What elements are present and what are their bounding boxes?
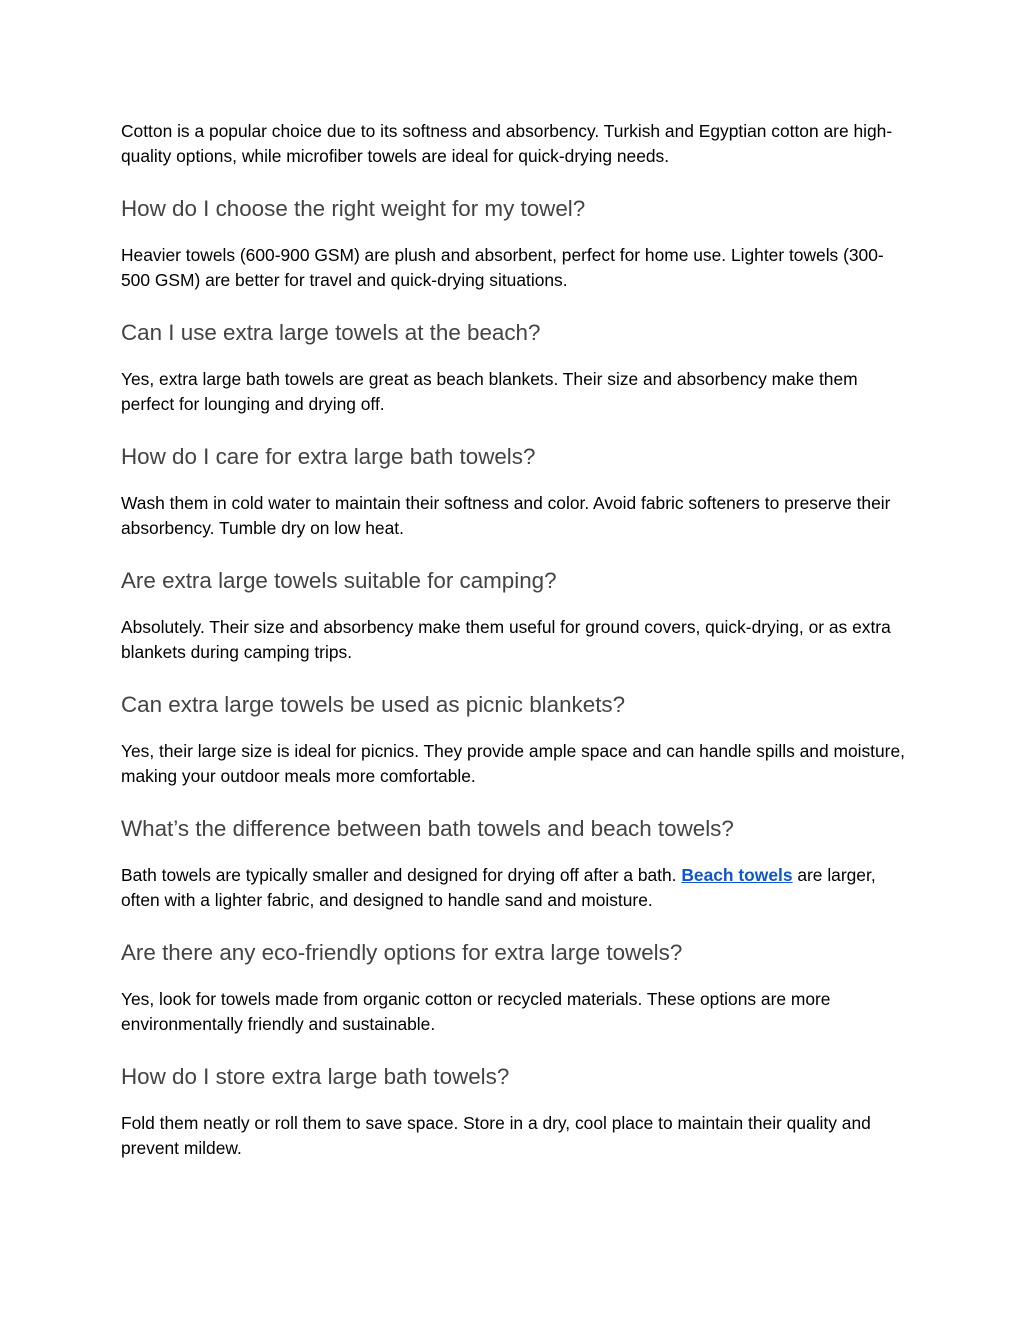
faq-item-camping	[121, 566, 911, 664]
faq-answer: Wash them in cold water to maintain their softness and color. Avoid fabric softeners to preserve their absorbency. Tumble dry on low heat.	[121, 493, 891, 538]
faq-item-difference	[121, 814, 911, 912]
intro-paragraph: Cotton is a popular choice due to its softness and absorbency. Turkish and Egyptian cotton are high-quality options, while microfiber towels are ideal for quick-drying needs.	[121, 121, 893, 166]
faq-question: How do I care for extra large bath towels?	[121, 444, 536, 469]
faq-question: What’s the difference between bath towels and beach towels?	[121, 816, 734, 841]
faq-question: Can extra large towels be used as picnic blankets?	[121, 692, 626, 717]
faq-question: How do I choose the right weight for my towel?	[121, 196, 586, 221]
faq-answer: Heavier towels (600-900 GSM) are plush and absorbent, perfect for home use. Lighter towels (300-500 GSM) are better for travel and quick-drying situations.	[121, 245, 884, 290]
faq-answer: Yes, extra large bath towels are great as beach blankets. Their size and absorbency make them perfect for lounging and drying off.	[121, 369, 858, 414]
faq-answer: Absolutely. Their size and absorbency make them useful for ground covers, quick-drying, or as extra blankets during camping trips.	[121, 617, 891, 662]
faq-item-care	[121, 442, 911, 540]
faq-question: Can I use extra large towels at the beach?	[121, 320, 541, 345]
faq-answer: Yes, their large size is ideal for picnics. They provide ample space and can handle spills and moisture, making your outdoor meals more comfortable.	[121, 741, 905, 786]
faq-item-picnic	[121, 690, 911, 788]
faq-question: How do I store extra large bath towels?	[121, 1064, 510, 1089]
beach-towels-link[interactable]: Beach towels	[681, 865, 793, 885]
faq-item-beach	[121, 318, 911, 416]
faq-answer: Yes, look for towels made from organic cotton or recycled materials. These options are more environmentally friendly and sustainable.	[121, 989, 831, 1034]
document-page	[121, 119, 911, 1160]
faq-item-eco	[121, 938, 911, 1036]
faq-question: Are extra large towels suitable for camping?	[121, 568, 557, 593]
faq-answer: Fold them neatly or roll them to save space. Store in a dry, cool place to maintain their quality and prevent mildew.	[121, 1113, 871, 1158]
faq-item-weight	[121, 194, 911, 292]
answer-text-before-link: Bath towels are typically smaller and designed for drying off after a bath.	[121, 865, 682, 885]
answer-text-after-link: are larger, often with a lighter fabric, and designed to handle sand and moisture.	[121, 865, 876, 910]
faq-item-storage	[121, 1062, 911, 1160]
faq-answer	[121, 863, 911, 912]
faq-question: Are there any eco-friendly options for extra large towels?	[121, 940, 683, 965]
